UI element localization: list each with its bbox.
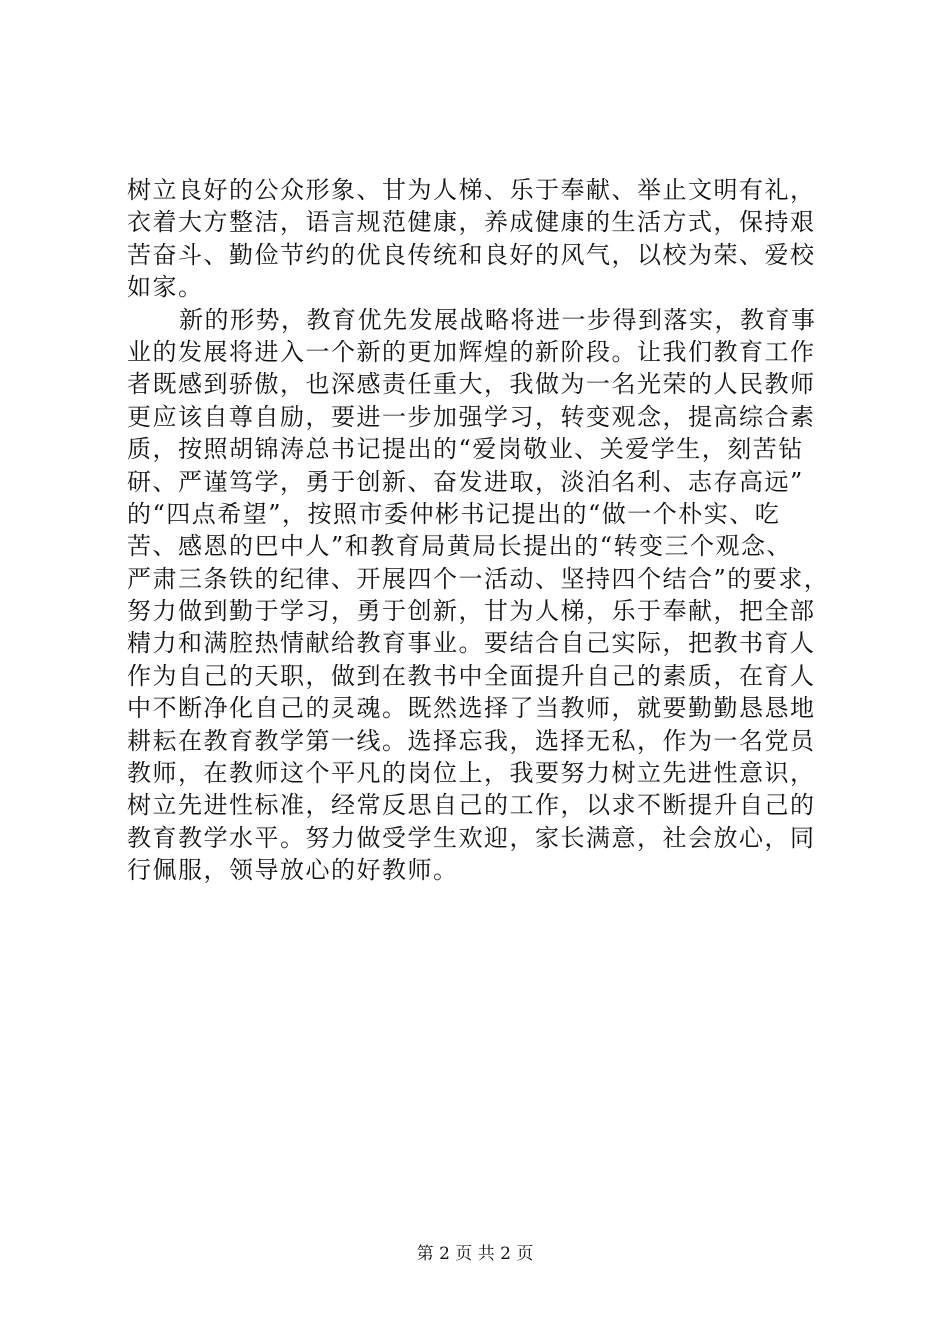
text-line: 的“四点希望”，按照市委仲彬书记提出的“做一个朴实、吃: [127, 499, 781, 528]
text-line: 精力和满腔热情献给教育事业。要结合自己实际，把教书育人: [127, 629, 816, 658]
text-line: 作为自己的天职，做到在教书中全面提升自己的素质，在育人: [127, 661, 816, 690]
text-line: 如家。: [127, 273, 204, 302]
paragraph-first-line: 新的形势，教育优先发展战略将进一步得到落实，教育事: [179, 305, 817, 334]
text-line: 教育教学水平。努力做受学生欢迎，家长满意，社会放心，同: [127, 823, 816, 852]
text-line: 更应该自尊自励，要进一步加强学习，转变观念，提高综合素: [127, 402, 816, 431]
text-line: 苦、感恩的巴中人”和教育局黄局长提出的“转变三个观念、: [127, 532, 793, 561]
page-number-footer: 第 2 页 共 2 页: [416, 1244, 534, 1264]
text-line: 业的发展将进入一个新的更加辉煌的新阶段。让我们教育工作: [127, 337, 816, 366]
text-line: 质，按照胡锦涛总书记提出的“爱岗敬业、关爱学生，刻苦钻: [127, 435, 804, 464]
text-line: 中不断净化自己的灵魂。既然选择了当教师，就要勤勤恳恳地: [127, 694, 816, 723]
text-line: 者既感到骄傲，也深感责任重大，我做为一名光荣的人民教师: [127, 370, 816, 399]
text-line: 教师，在教师这个平凡的岗位上，我要努力树立先进性意识，: [127, 759, 816, 788]
text-line: 树立先进性标准，经常反思自己的工作，以求不断提升自己的: [127, 791, 816, 820]
text-line: 衣着大方整洁，语言规范健康，养成健康的生活方式，保持艰: [127, 208, 816, 237]
body-text: [127, 174, 835, 887]
text-line: 行佩服，领导放心的好教师。: [127, 856, 459, 885]
text-line: 研、严谨笃学，勇于创新、奋发进取，淡泊名利、志存高远”: [127, 467, 804, 496]
text-line: 严肃三条铁的纪律、开展四个一活动、坚持四个结合”的要求，: [127, 564, 830, 593]
text-line: 苦奋斗、勤俭节约的优良传统和良好的风气，以校为荣、爱校: [127, 240, 816, 269]
text-line: 努力做到勤于学习，勇于创新，甘为人梯，乐于奉献，把全部: [127, 597, 816, 626]
text-line: 树立良好的公众形象、甘为人梯、乐于奉献、举止文明有礼，: [127, 176, 816, 204]
text-line: 耕耘在教育教学第一线。选择忘我，选择无私，作为一名党员: [127, 726, 816, 755]
